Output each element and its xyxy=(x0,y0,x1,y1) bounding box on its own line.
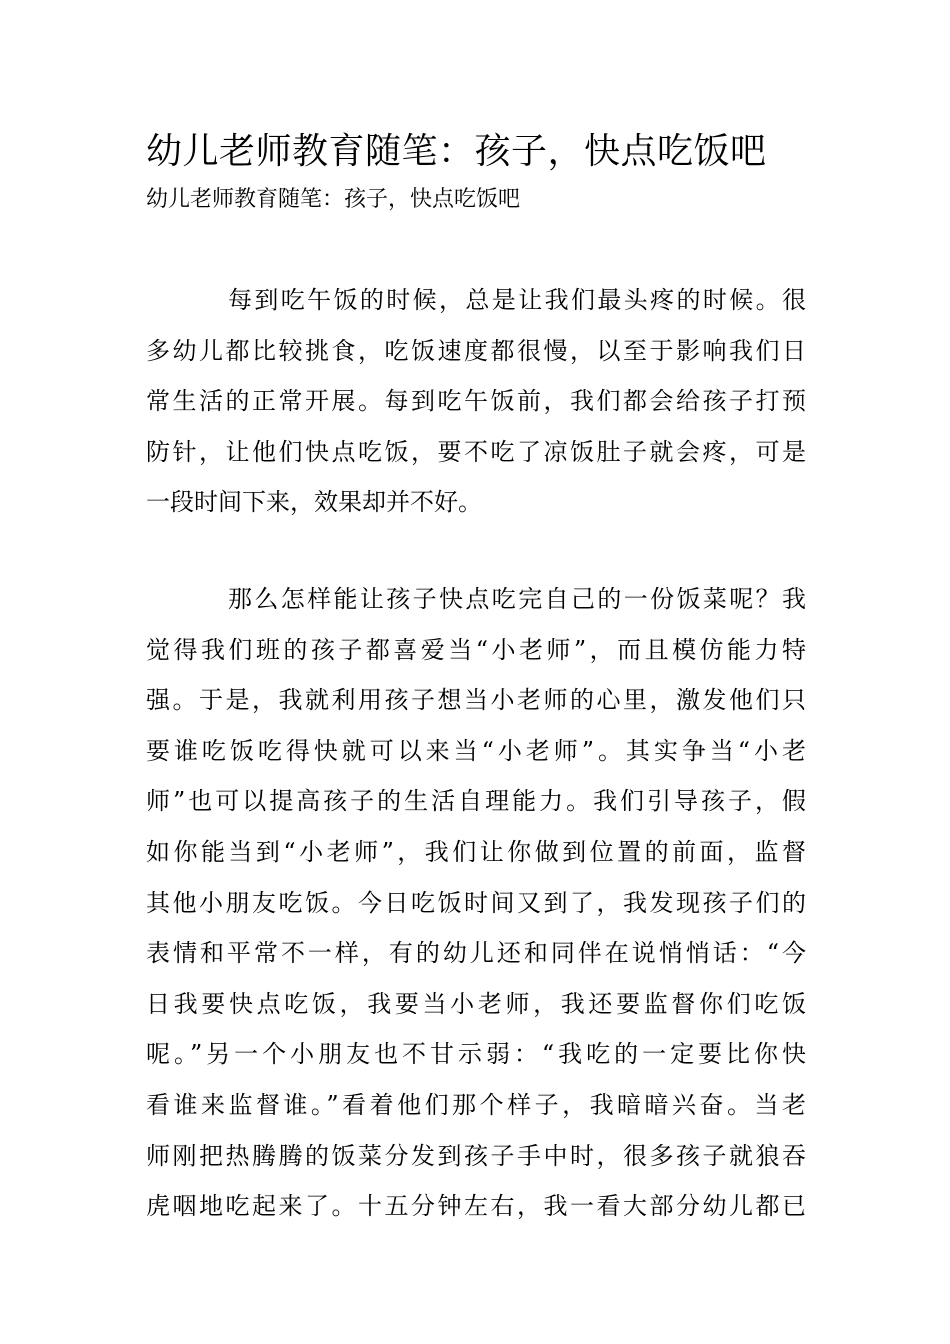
paragraph-line: 师刚把热腾腾的饭菜分发到孩子手中时，很多孩子就狼吞 xyxy=(146,1141,806,1170)
paragraph-line: 虎咽地吃起来了。十五分钟左右，我一看大部分幼儿都已 xyxy=(146,1192,806,1221)
paragraph-line: 那么怎样能让孩子快点吃完自己的一份饭菜呢？我 xyxy=(228,585,806,613)
paragraph-line: 日我要快点吃饭，我要当小老师，我还要监督你们吃饭 xyxy=(146,989,806,1018)
paragraph-line: 每到吃午饭的时候，总是让我们最头疼的时候。很 xyxy=(228,286,806,314)
paragraph-line: 其他小朋友吃饭。今日吃饭时间又到了，我发现孩子们的 xyxy=(146,888,806,917)
paragraph-line: 看谁来监督谁。”看着他们那个样子，我暗暗兴奋。当老 xyxy=(146,1090,806,1119)
paragraph-line: 觉得我们班的孩子都喜爱当“小老师”，而且模仿能力特 xyxy=(146,635,806,664)
paragraph-line: 强。于是，我就利用孩子想当小老师的心里，激发他们只 xyxy=(146,686,806,715)
paragraph-line: 要谁吃饭吃得快就可以来当“小老师”。其实争当“小老 xyxy=(146,736,806,765)
paragraph-line: 多幼儿都比较挑食，吃饭速度都很慢，以至于影响我们日 xyxy=(146,336,806,365)
paragraph-line: 呢。”另一个小朋友也不甘示弱：“我吃的一定要比你快 xyxy=(146,1040,806,1069)
paragraph xyxy=(146,275,806,528)
document-subtitle: 幼儿老师教育随笔：孩子，快点吃饭吧 xyxy=(146,187,521,212)
paragraph-line: 常生活的正常开展。每到吃午饭前，我们都会给孩子打预 xyxy=(146,387,806,416)
paragraph-line: 一段时间下来，效果却并不好。 xyxy=(146,488,482,517)
paragraph xyxy=(146,574,806,1232)
paragraph-line: 表情和平常不一样，有的幼儿还和同伴在说悄悄话：“今 xyxy=(146,939,806,968)
document-title: 幼儿老师教育随笔：孩子，快点吃饭吧 xyxy=(146,131,767,172)
paragraph-line: 如你能当到“小老师”，我们让你做到位置的前面，监督 xyxy=(146,837,806,866)
paragraph-line: 防针，让他们快点吃饭，要不吃了凉饭肚子就会疼，可是 xyxy=(146,437,806,466)
paragraph-line: 师”也可以提高孩子的生活自理能力。我们引导孩子，假 xyxy=(146,787,806,816)
